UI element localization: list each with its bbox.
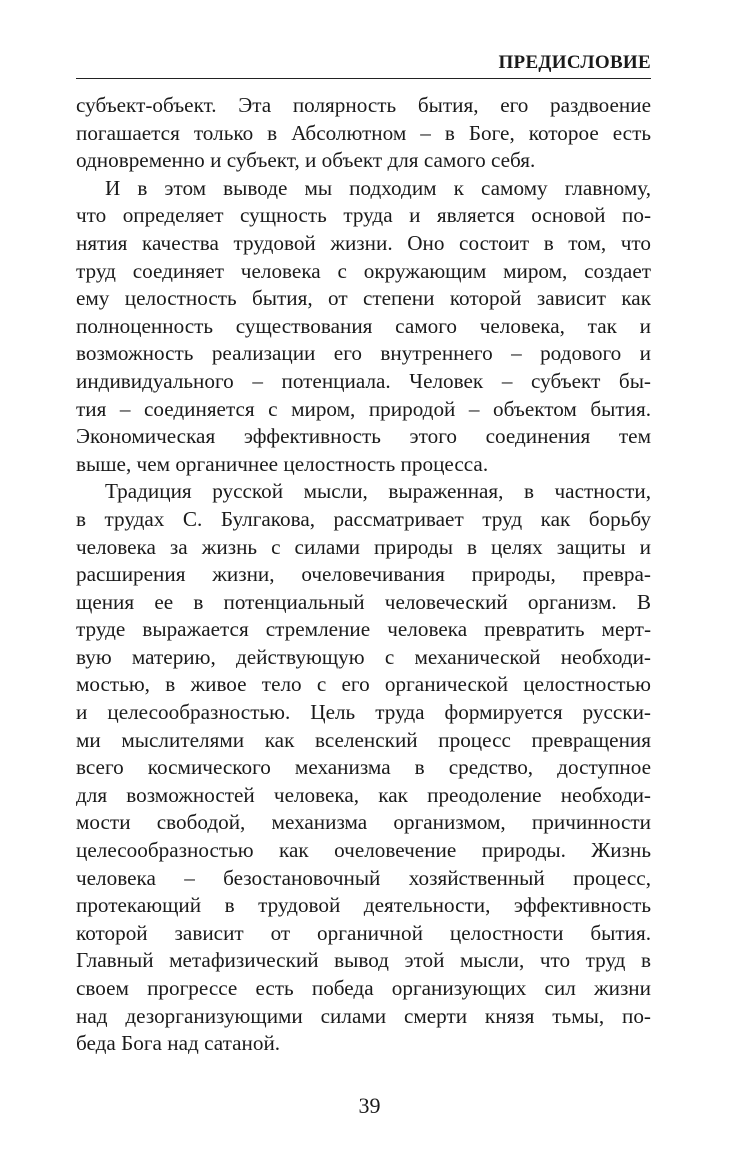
text-line: погашается только в Абсолютном – в Боге, которое есть xyxy=(76,120,651,145)
text-line: И в этом выводе мы подходим к самому главному, xyxy=(105,175,651,200)
page-number: 39 xyxy=(358,1093,381,1118)
text-line: целесообразностью как очеловечение природы. Жизнь xyxy=(76,838,651,863)
text-line: мости свободой, механизма организмом, причинности xyxy=(76,810,651,835)
text-line: Традиция русской мысли, выраженная, в частности, xyxy=(105,479,651,504)
text-line: расширения жизни, очеловечивания природы, превра- xyxy=(76,562,651,587)
text-line: протекающий в трудовой деятельности, эффективность xyxy=(76,893,651,918)
text-line: субъект-объект. Эта полярность бытия, его раздвоение xyxy=(76,93,651,117)
body-text xyxy=(76,92,651,1058)
header-rule xyxy=(76,78,651,79)
text-line: возможность реализации его внутреннего – родового и xyxy=(76,341,651,366)
text-line: индивидуального – потенциала. Человек – субъект бы- xyxy=(76,368,651,393)
text-line: тия – соединяется с миром, природой – объектом бытия. xyxy=(76,396,651,421)
text-line: над дезорганизующими силами смерти князя тьмы, по- xyxy=(76,1003,651,1028)
running-header xyxy=(76,52,651,78)
text-line: ему целостность бытия, от степени которой зависит как xyxy=(76,286,651,311)
text-line: щения ее в потенциальный человеческий организм. В xyxy=(76,589,651,614)
text-line: и целесообразностью. Цель труда формируется русски- xyxy=(76,700,651,725)
text-line: Главный метафизический вывод этой мысли, что труд в xyxy=(76,948,651,973)
text-line: для возможностей человека, как преодоление необходи- xyxy=(76,782,651,807)
text-line: ми мыслителями как вселенский процесс превращения xyxy=(76,727,651,752)
text-line: человека – безостановочный хозяйственный процесс, xyxy=(76,865,651,890)
text-line: полноценность существования самого человека, так и xyxy=(76,313,651,338)
text-line: что определяет сущность труда и является основой по- xyxy=(76,203,651,228)
text-line: вую материю, действующую с механической необходи- xyxy=(76,644,651,669)
text-line: выше, чем органичнее целостность процесса. xyxy=(76,451,489,476)
text-line: человека за жизнь с силами природы в целях защиты и xyxy=(76,534,651,559)
text-line: труде выражается стремление человека превратить мерт- xyxy=(76,617,651,642)
text-line: всего космического механизма в средство, доступное xyxy=(76,755,651,780)
text-line: мостью, в живое тело с его органической целостностью xyxy=(76,672,651,697)
text-line: Экономическая эффективность этого соединения тем xyxy=(76,424,651,449)
text-line: беда Бога над сатаной. xyxy=(76,1031,281,1056)
text-line: одновременно и субъект, и объект для самого себя. xyxy=(76,148,536,173)
text-line: которой зависит от органичной целостности бытия. xyxy=(76,920,651,945)
running-header-title: ПРЕДИСЛОВИЕ xyxy=(498,52,651,73)
text-line: нятия качества трудовой жизни. Оно состоит в том, что xyxy=(76,230,651,255)
text-line: своем прогрессе есть победа организующих сил жизни xyxy=(76,976,651,1000)
text-line: труд соединяет человека с окружающим миром, создает xyxy=(76,258,651,283)
text-line: в трудах С. Булгакова, рассматривает труд как борьбу xyxy=(76,506,651,531)
